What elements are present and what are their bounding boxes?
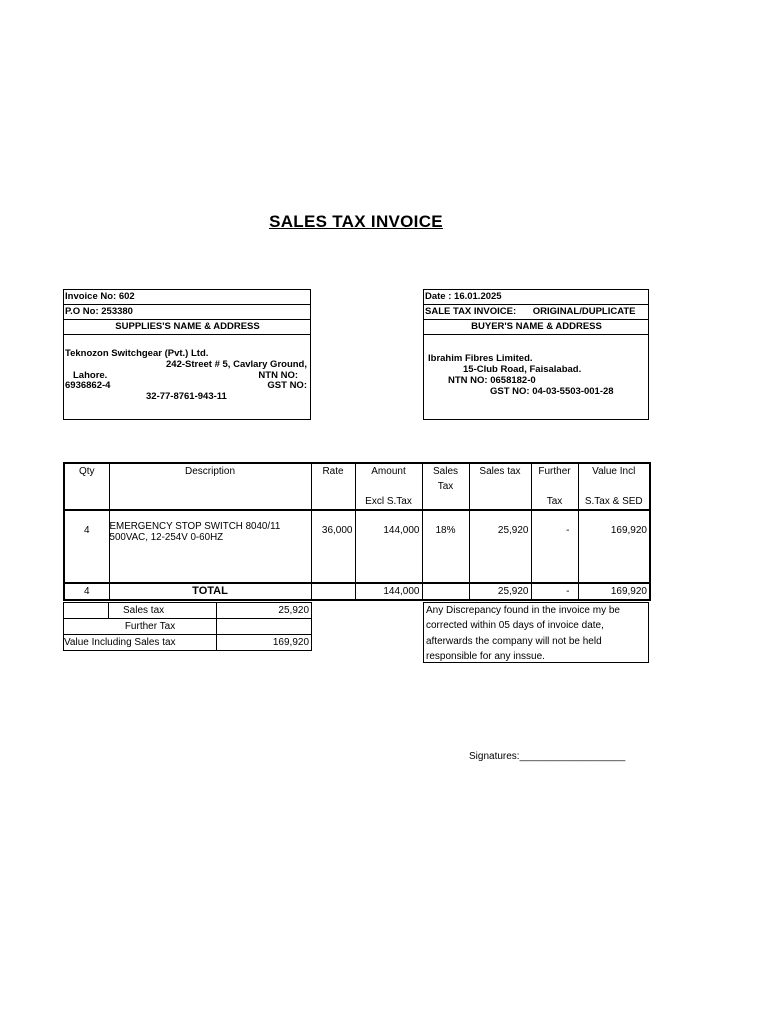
note-line-4: responsible for any inssue. xyxy=(426,650,545,662)
header-further: Further xyxy=(531,463,578,494)
supplier-ntn-label: NTN NO: xyxy=(258,370,298,381)
item-qty: 4 xyxy=(64,510,109,583)
header-qty: Qty xyxy=(64,463,109,494)
summary-further-tax-label: Further Tax xyxy=(64,619,217,635)
header-sales-tax-pct: Sales Tax xyxy=(422,463,469,494)
summary-further-tax-value xyxy=(217,619,312,635)
note-line-3: afterwards the company will not be held xyxy=(426,635,602,647)
supplier-city: Lahore. xyxy=(73,370,108,381)
summary-table xyxy=(63,602,312,651)
po-number: P.O No: 253380 xyxy=(64,305,310,320)
total-value-incl: 169,920 xyxy=(578,583,650,600)
buyer-name: Ibrahim Fibres Limited. xyxy=(428,353,533,364)
item-description-line2: 500VAC, 12-254V 0-60HZ xyxy=(109,532,224,543)
item-sales-tax: 25,920 xyxy=(469,510,531,583)
total-sales-tax: 25,920 xyxy=(469,583,531,600)
summary-sales-tax-value: 25,920 xyxy=(217,603,312,619)
total-further-tax: - xyxy=(531,583,578,600)
invoice-number: Invoice No: 602 xyxy=(64,290,310,305)
invoice-type-label: SALE TAX INVOICE: xyxy=(425,306,517,317)
supplier-header: SUPPLIES'S NAME & ADDRESS xyxy=(64,320,310,335)
signature-line: Signatures:___________________ xyxy=(469,751,626,762)
note-line-2: corrected within 05 days of invoice date, xyxy=(426,620,604,632)
invoice-title: SALES TAX INVOICE xyxy=(269,212,443,231)
table-header-row xyxy=(64,463,650,494)
header-sales-tax: Sales tax xyxy=(469,463,531,494)
header-rate: Rate xyxy=(311,463,355,494)
buyer-header: BUYER'S NAME & ADDRESS xyxy=(424,320,648,335)
item-description-line1: EMERGENCY STOP SWITCH 8040/11 xyxy=(109,521,281,532)
item-rate: 36,000 xyxy=(311,510,355,583)
total-row xyxy=(64,583,650,600)
supplier-box xyxy=(63,289,311,420)
item-description xyxy=(109,510,311,583)
buyer-ntn: NTN NO: 0658182-0 xyxy=(448,375,536,386)
supplier-gst-value: 32-77-8761-943-11 xyxy=(146,391,227,402)
discrepancy-note xyxy=(423,602,649,663)
header-amount: Amount xyxy=(355,463,422,494)
summary-sales-tax-label: Sales tax xyxy=(109,603,217,619)
items-table xyxy=(63,462,651,601)
invoice-date: Date : 16.01.2025 xyxy=(424,290,648,305)
item-further-tax: - xyxy=(531,510,578,583)
supplier-name: Teknozon Switchgear (Pvt.) Ltd. xyxy=(65,348,209,359)
header-description: Description xyxy=(109,463,311,494)
total-label: TOTAL xyxy=(109,583,311,600)
header-amount-sub: Excl S.Tax xyxy=(355,494,422,510)
header-value-incl: Value Incl xyxy=(578,463,650,494)
table-header-row-2 xyxy=(64,494,650,510)
buyer-address: 15-Club Road, Faisalabad. xyxy=(463,364,582,375)
table-row xyxy=(64,510,650,583)
supplier-gst-label: GST NO: xyxy=(267,380,307,391)
supplier-street: 242-Street # 5, Cavlary Ground, xyxy=(166,359,307,370)
buyer-gst: GST NO: 04-03-5503-001-28 xyxy=(490,386,614,397)
buyer-box xyxy=(423,289,649,420)
supplier-ntn-value: 6936862-4 xyxy=(65,380,111,391)
item-sales-tax-pct: 18% xyxy=(422,510,469,583)
header-value-sub: S.Tax & SED xyxy=(578,494,650,510)
invoice-type xyxy=(424,305,648,320)
summary-value-incl-value: 169,920 xyxy=(217,635,312,651)
summary-row-sales-tax xyxy=(64,603,312,619)
summary-row-value-incl xyxy=(64,635,312,651)
total-qty: 4 xyxy=(64,583,109,600)
item-amount: 144,000 xyxy=(355,510,422,583)
item-value-incl: 169,920 xyxy=(578,510,650,583)
note-line-1: Any Discrepancy found in the invoice my be xyxy=(426,605,620,616)
total-amount: 144,000 xyxy=(355,583,422,600)
summary-value-incl-label: Value Including Sales tax xyxy=(64,635,217,651)
header-further-sub: Tax xyxy=(531,494,578,510)
invoice-type-value: ORIGINAL/DUPLICATE xyxy=(532,306,636,317)
summary-row-further-tax xyxy=(64,619,312,635)
